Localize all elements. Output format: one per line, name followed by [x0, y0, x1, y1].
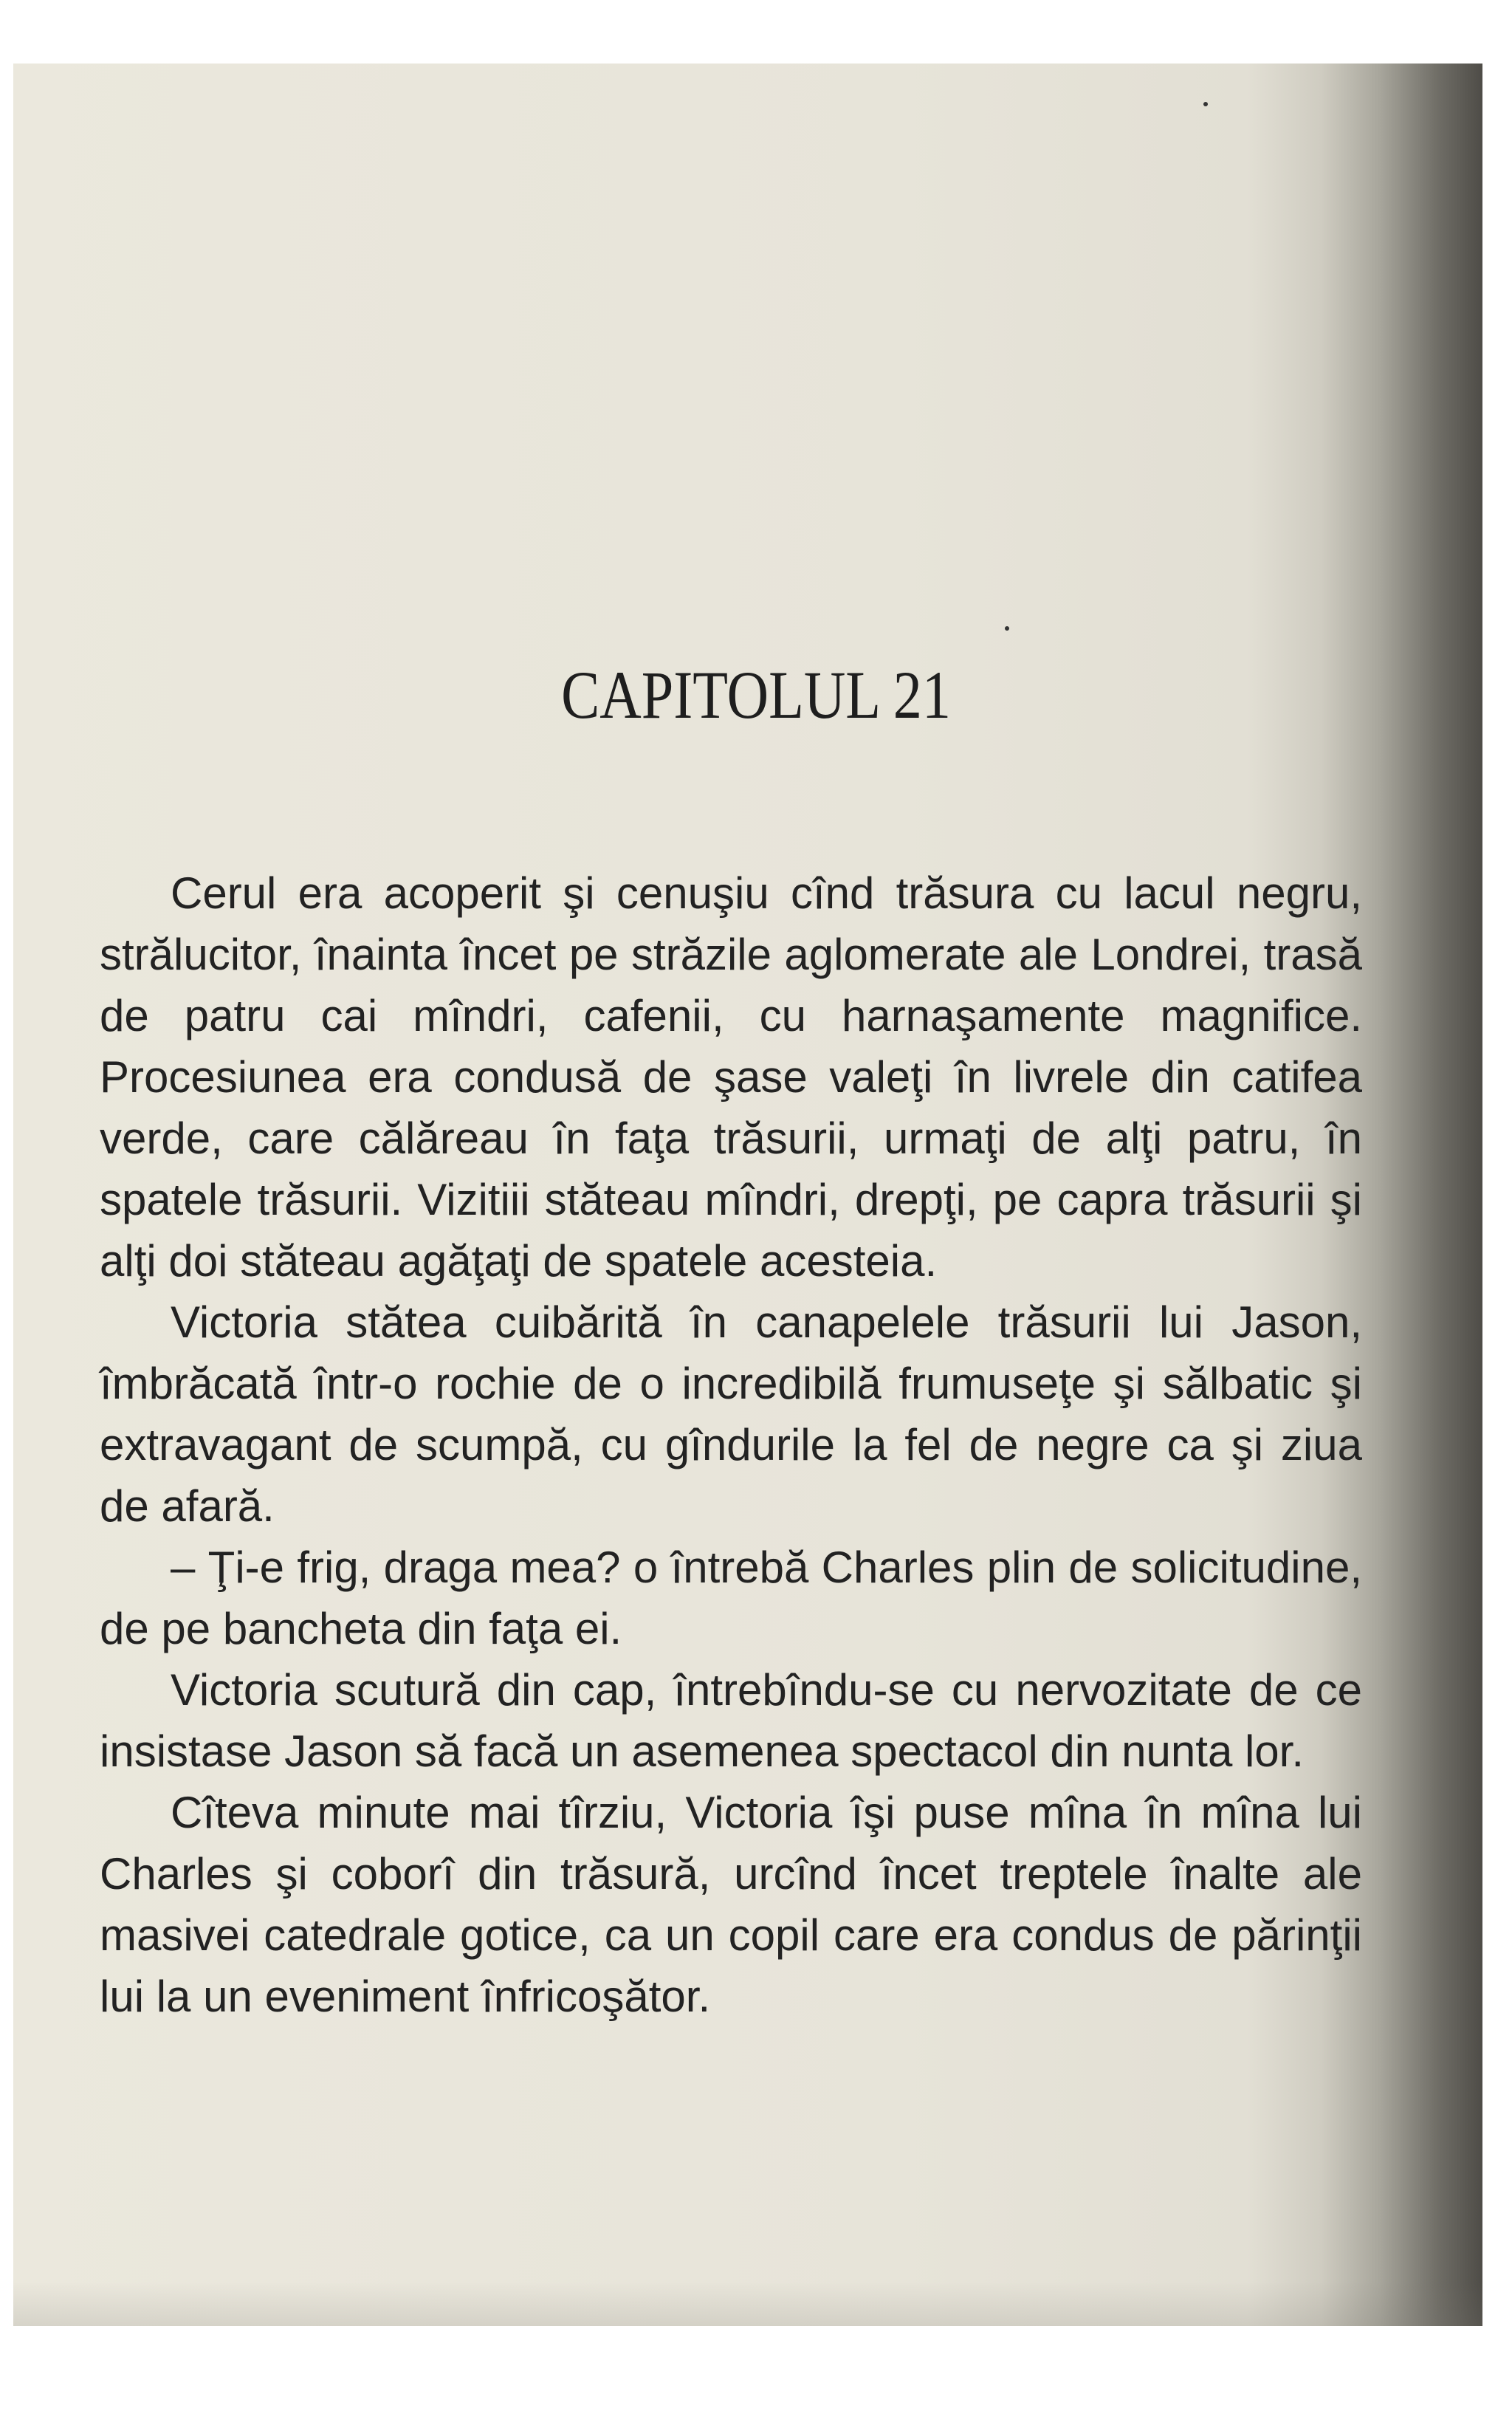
dialogue-paragraph: – Ţi-e frig, draga mea? o întrebă Charles plin de solicitudine, de pe bancheta din faţa ei. — [100, 1543, 1362, 1653]
paragraph: Victoria stătea cuibărită în canapelele trăsurii lui Jason, îmbrăcată într-o rochie de o incredibilă frumuseţe şi sălbatic şi extravagant de scumpă, cu gîndurile la fel de negre ca şi ziua de afară. — [100, 1297, 1362, 1531]
chapter-body — [100, 862, 1362, 2027]
speck-mark — [1005, 626, 1009, 631]
paragraph: Cîteva minute mai tîrziu, Victoria îşi puse mîna în mîna lui Charles şi coborî din trăsură, urcînd încet treptele înalte ale masivei catedrale gotice, ca un copil care era condus de părinţii lui la un eveniment înfricoşător. — [100, 1788, 1362, 2021]
chapter-title: CAPITOLUL 21 — [561, 657, 951, 733]
paragraph: Victoria scutură din cap, întrebîndu-se cu nervozitate de ce insistase Jason să facă un asemenea spectacol din nunta lor. — [100, 1665, 1362, 1776]
paragraph: Cerul era acoperit şi cenuşiu cînd trăsura cu lacul negru, strălucitor, înainta încet pe străzile aglomerate ale Londrei, trasă de patru cai mîndri, cafenii, cu harnaşamente magnifice. Procesiunea era condusă de şase valeţi în livrele din catifea verde, care călăreau în faţa trăsurii, urmaţi de alţi patru, în spatele trăsurii. Vizitiii stăteau mîndri, drepţi, pe capra trăsurii şi alţi doi stăteau agăţaţi de spatele acesteia. — [100, 868, 1362, 1286]
speck-mark — [1203, 102, 1208, 106]
page-bottom-shadow — [13, 2282, 1482, 2326]
